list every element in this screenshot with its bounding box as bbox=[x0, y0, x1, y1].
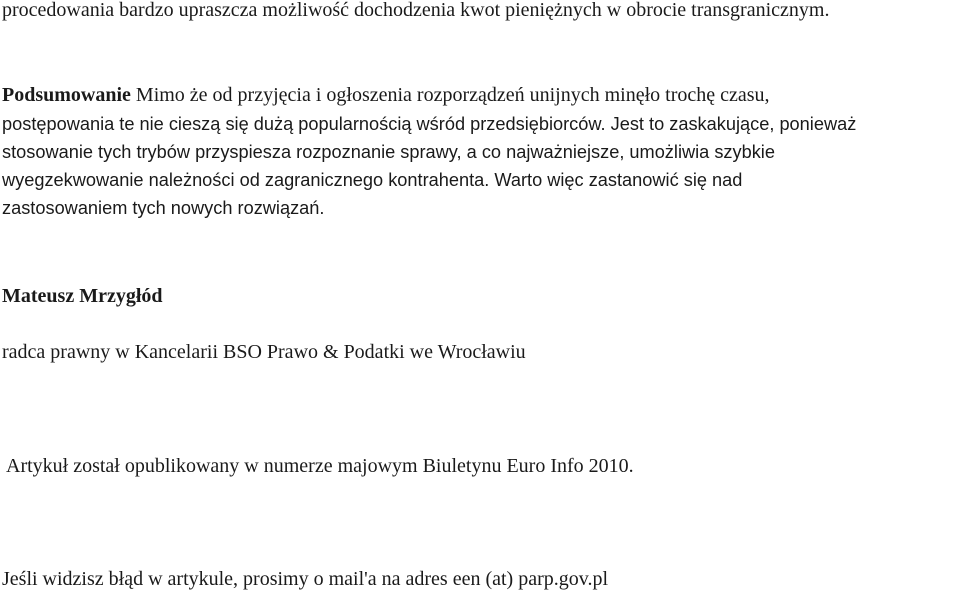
summary-line-2: postępowania te nie cieszą się dużą popularnością wśród przedsiębiorców. Jest to zaskakujące, ponieważ bbox=[2, 114, 857, 134]
summary-line-5: zastosowaniem tych nowych rozwiązań. bbox=[2, 198, 325, 218]
contact-note: Jeśli widzisz błąd w artykule, prosimy o mail'a na adres een (at) parp.gov.pl bbox=[2, 568, 609, 590]
intro-tail-text: procedowania bardzo upraszcza możliwość dochodzenia kwot pieniężnych w obrocie transgranicznym. bbox=[2, 0, 830, 21]
author-role: radca prawny w Kancelarii BSO Prawo & Podatki we Wrocławiu bbox=[2, 341, 526, 363]
author-name: Mateusz Mrzygłód bbox=[2, 285, 163, 307]
summary-line-4: wyegzekwowanie należności od zagranicznego kontrahenta. Warto więc zastanowić się nad bbox=[2, 170, 743, 190]
summary-lead-text: Mimo że od przyjęcia i ogłoszenia rozporządzeń unijnych minęło trochę czasu, bbox=[130, 84, 770, 106]
summary-line-3: stosowanie tych trybów przyspiesza rozpoznanie sprawy, a co najważniejsze, umożliwia szybkie bbox=[2, 142, 775, 162]
summary-first-line bbox=[2, 84, 770, 107]
summary-heading: Podsumowanie bbox=[2, 84, 131, 106]
publication-note: Artykuł został opublikowany w numerze majowym Biuletynu Euro Info 2010. bbox=[6, 455, 634, 477]
